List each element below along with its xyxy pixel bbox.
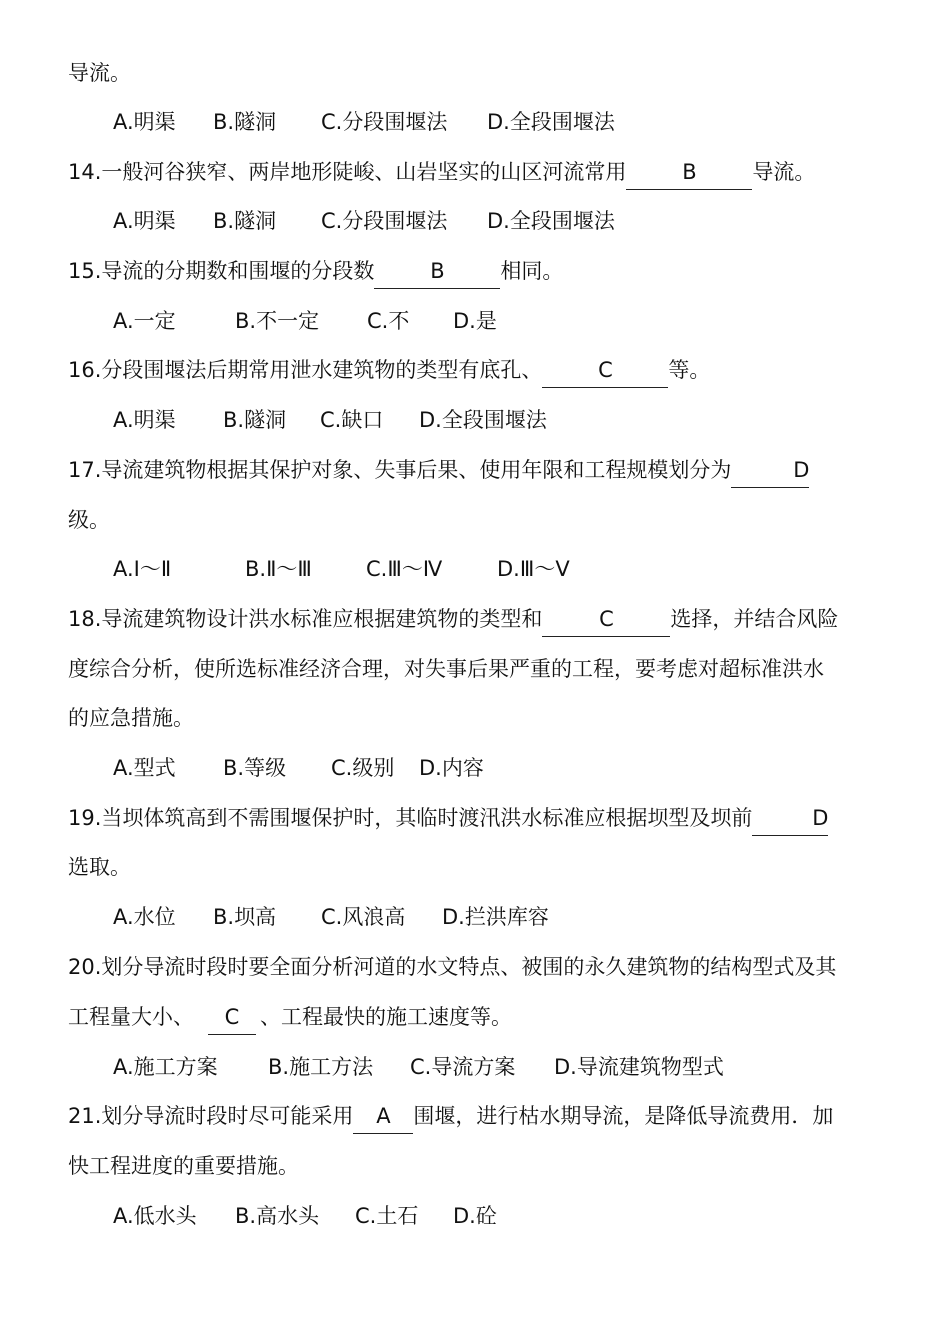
q21-stem-after: 围堰，进行枯水期导流，是降低导流费用．加 bbox=[413, 1104, 834, 1128]
q20-stem bbox=[68, 952, 836, 982]
q13-tail-text: 导流。 bbox=[68, 61, 131, 85]
q19-options bbox=[113, 902, 549, 932]
q20-stem-before: 工程量大小、 bbox=[68, 1005, 194, 1029]
q20-option-d: D.导流建筑物型式 bbox=[554, 1055, 724, 1079]
q18-answer-blank: C bbox=[542, 604, 670, 637]
q18-option-a: A.型式 bbox=[113, 756, 176, 780]
q21-stem bbox=[68, 1101, 833, 1131]
q14-stem bbox=[68, 157, 815, 187]
q18-option-c: C.级别 bbox=[331, 756, 395, 780]
q18-option-b: B.等级 bbox=[223, 756, 287, 780]
q16-option-d: D.全段围堰法 bbox=[419, 408, 547, 432]
q21-option-b: B.高水头 bbox=[235, 1204, 320, 1228]
q19-option-d: D.拦洪库容 bbox=[442, 905, 549, 929]
q16-option-a: A.明渠 bbox=[113, 408, 176, 432]
q17-stem-before: 17.导流建筑物根据其保护对象、失事后果、使用年限和工程规模划分为 bbox=[68, 458, 732, 482]
q17-option-a: A.Ⅰ～Ⅱ bbox=[113, 557, 172, 581]
q15-option-d: D.是 bbox=[453, 309, 497, 333]
q21-options bbox=[113, 1201, 497, 1231]
q17-option-c: C.Ⅲ～Ⅳ bbox=[366, 557, 443, 581]
q13-options bbox=[113, 107, 615, 137]
q17-option-d: D.Ⅲ～Ⅴ bbox=[497, 557, 570, 581]
q19-option-a: A.水位 bbox=[113, 905, 176, 929]
q13-option-b: B.隧洞 bbox=[213, 110, 277, 134]
q15-option-a: A.一定 bbox=[113, 309, 176, 333]
q18-options bbox=[113, 753, 484, 783]
q19-option-c: C.风浪高 bbox=[321, 905, 406, 929]
q18-stem-line3 bbox=[68, 703, 194, 733]
q18-stem-after: 选择，并结合风险 bbox=[670, 607, 839, 631]
q14-option-b: B.隧洞 bbox=[213, 209, 277, 233]
q21-stem-line2-text: 快工程进度的重要措施。 bbox=[68, 1154, 299, 1178]
q13-option-d: D.全段围堰法 bbox=[487, 110, 615, 134]
q13-option-a: A.明渠 bbox=[113, 110, 176, 134]
q14-option-c: C.分段围堰法 bbox=[321, 209, 448, 233]
q17-stem-line2-text: 级。 bbox=[68, 508, 110, 532]
q19-option-b: B.坝高 bbox=[213, 905, 277, 929]
q21-stem-before: 21.划分导流时段时尽可能采用 bbox=[68, 1104, 354, 1128]
q14-option-d: D.全段围堰法 bbox=[487, 209, 615, 233]
q19-stem bbox=[68, 803, 828, 833]
q14-answer-blank: B bbox=[626, 157, 752, 190]
q21-option-a: A.低水头 bbox=[113, 1204, 197, 1228]
q20-option-c: C.导流方案 bbox=[410, 1055, 516, 1079]
q18-stem-before: 18.导流建筑物设计洪水标准应根据建筑物的类型和 bbox=[68, 607, 543, 631]
q18-stem-line3-text: 的应急措施。 bbox=[68, 706, 194, 730]
q21-option-d: D.砼 bbox=[453, 1204, 497, 1228]
q15-options bbox=[113, 306, 497, 336]
q21-option-c: C.土石 bbox=[355, 1204, 419, 1228]
q16-options bbox=[113, 405, 547, 435]
q19-stem-before: 19.当坝体筑高到不需围堰保护时，其临时渡汛洪水标准应根据坝型及坝前 bbox=[68, 806, 753, 830]
q18-stem-line2 bbox=[68, 654, 824, 684]
q16-answer-blank: C bbox=[542, 355, 668, 388]
q15-answer-blank: B bbox=[374, 256, 500, 289]
q20-options bbox=[113, 1052, 724, 1082]
q13-tail bbox=[68, 58, 131, 88]
q15-stem-after: 相同。 bbox=[500, 259, 564, 283]
q17-stem bbox=[68, 455, 809, 485]
q16-option-c: C.缺口 bbox=[320, 408, 384, 432]
q18-stem bbox=[68, 604, 838, 634]
q15-stem-before: 15.导流的分期数和围堰的分段数 bbox=[68, 259, 375, 283]
q15-option-b: B.不一定 bbox=[235, 309, 320, 333]
q16-option-b: B.隧洞 bbox=[223, 408, 287, 432]
q16-stem-after: 等。 bbox=[668, 358, 711, 382]
q14-option-a: A.明渠 bbox=[113, 209, 176, 233]
q19-stem-line2-text: 选取。 bbox=[68, 855, 131, 879]
q15-option-c: C.不 bbox=[367, 309, 410, 333]
q20-stem-line2 bbox=[68, 1002, 512, 1032]
q17-stem-line2 bbox=[68, 505, 110, 535]
q20-stem-line1: 20.划分导流时段时要全面分析河道的水文特点、被围的永久建筑物的结构型式及其 bbox=[68, 955, 837, 979]
q14-stem-after: 导流。 bbox=[752, 160, 816, 184]
q20-option-b: B.施工方法 bbox=[268, 1055, 374, 1079]
q20-stem-after: 、工程最快的施工速度等。 bbox=[260, 1005, 512, 1029]
q17-option-b: B.Ⅱ～Ⅲ bbox=[245, 557, 312, 581]
q15-stem bbox=[68, 256, 563, 286]
q13-option-c: C.分段围堰法 bbox=[321, 110, 448, 134]
q17-answer-blank: D bbox=[731, 455, 809, 488]
q21-answer-blank: A bbox=[353, 1101, 413, 1134]
q16-stem-before: 16.分段围堰法后期常用泄水建筑物的类型有底孔、 bbox=[68, 358, 543, 382]
q17-options bbox=[113, 554, 570, 584]
q18-stem-line2-text: 度综合分析，使所选标准经济合理，对失事后果严重的工程，要考虑对超标准洪水 bbox=[68, 657, 824, 681]
q16-stem bbox=[68, 355, 710, 385]
q20-answer-blank: C bbox=[208, 1002, 256, 1035]
q20-option-a: A.施工方案 bbox=[113, 1055, 218, 1079]
q19-stem-line2 bbox=[68, 852, 131, 882]
q21-stem-line2 bbox=[68, 1151, 299, 1181]
q18-option-d: D.内容 bbox=[419, 756, 484, 780]
q14-options bbox=[113, 206, 615, 236]
q19-answer-blank: D bbox=[752, 803, 828, 836]
q14-stem-before: 14.一般河谷狭窄、两岸地形陡峻、山岩坚实的山区河流常用 bbox=[68, 160, 627, 184]
